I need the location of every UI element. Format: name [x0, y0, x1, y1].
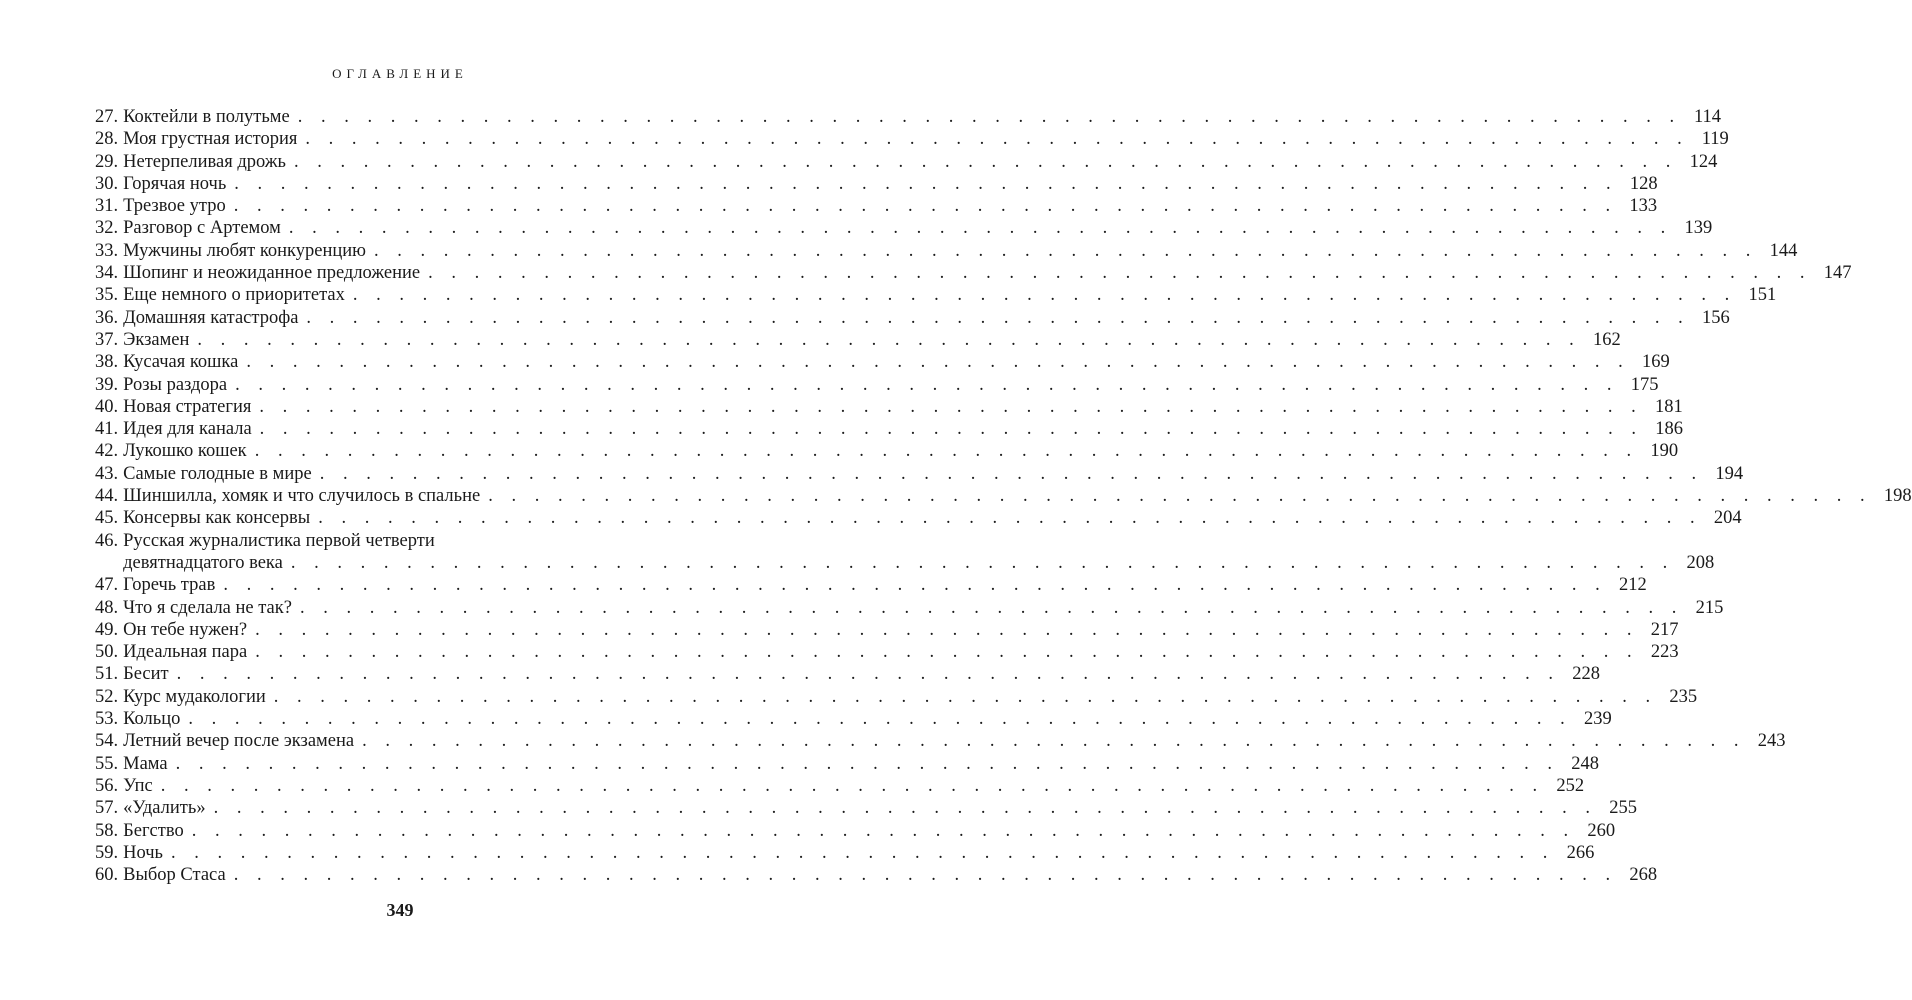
toc-entry-title: Разговор с Артемом	[123, 218, 281, 239]
toc-entry	[95, 797, 1637, 819]
toc-entry-number: 35.	[95, 285, 119, 306]
toc-entry-page: 151	[1748, 285, 1777, 306]
toc-entry	[95, 351, 1670, 373]
table-of-contents	[95, 106, 1912, 886]
toc-entry-number: 56.	[95, 775, 119, 796]
toc-entry-page: 156	[1702, 307, 1730, 328]
toc-entry-title: Трезвое утро	[123, 196, 226, 217]
leader-dots: . . . . . . . . . . . . . . . . . . . . . . . . . . . . . . . . . . . . . . . . . . . . . . . . . . . . . . . . . . . .	[288, 218, 1673, 239]
toc-entry	[95, 864, 1658, 886]
leader-dots: . . . . . . . . . . . . . . . . . . . . . . . . . . . . . . . . . . . . . . . . . . . . . . . . . . . . . . . . . . . .	[235, 374, 1619, 395]
toc-entry	[95, 641, 1679, 663]
toc-entry	[95, 418, 1684, 440]
toc-entry-page: 186	[1655, 419, 1684, 440]
toc-entry-number: 50.	[95, 642, 119, 663]
toc-entry	[95, 842, 1595, 864]
toc-entry-title: Идеальная пара	[123, 642, 248, 663]
toc-entry-title: Горячая ночь	[123, 173, 227, 194]
toc-entry	[95, 195, 1658, 217]
toc-entry-number: 36.	[95, 307, 119, 328]
toc-entry	[95, 396, 1683, 418]
leader-dots: . . . . . . . . . . . . . . . . . . . . . . . . . . . . . . . . . . . . . . . . . . . . . . . . . . . . . . . . . . . .	[319, 463, 1704, 484]
toc-entry-title: Коктейли в полутьме	[123, 107, 290, 127]
leader-dots: . . . . . . . . . . . . . . . . . . . . . . . . . . . . . . . . . . . . . . . . . . . . . . . . . . . . . . . . . . . .	[175, 753, 1559, 774]
toc-entry-title: Бегство	[123, 820, 184, 841]
leader-dots: . . . . . . . . . . . . . . . . . . . . . . . . . . . . . . . . . . . . . . . . . . . . . . . . . . . . . . . . . . . .	[273, 686, 1658, 707]
toc-entry	[95, 597, 1724, 619]
leader-dots: . . . . . . . . . . . . . . . . . . . . . . . . . . . . . . . . . . . . . . . . . . . . . . . . . . . . . . . . . . . .	[259, 419, 1644, 440]
toc-entry-number: 44.	[95, 486, 119, 507]
toc-entry-number: 58.	[95, 820, 119, 841]
toc-entry	[95, 730, 1786, 752]
toc-entry	[95, 686, 1698, 708]
toc-entry	[95, 151, 1718, 173]
toc-entry	[95, 820, 1616, 842]
toc-entry	[95, 262, 1852, 284]
toc-entry-title: Он тебе нужен?	[123, 619, 248, 640]
toc-entry-page: 228	[1572, 664, 1600, 685]
toc-entry-page: 175	[1630, 374, 1659, 395]
toc-entry-title: Еще немного о приоритетах	[123, 285, 345, 306]
toc-entry-page: 204	[1713, 508, 1742, 529]
toc-entry	[95, 240, 1798, 262]
toc-entry-number: 45.	[95, 508, 119, 529]
toc-entry-number: 48.	[95, 597, 119, 618]
toc-entry-number: 37.	[95, 329, 119, 350]
leader-dots: . . . . . . . . . . . . . . . . . . . . . . . . . . . . . . . . . . . . . . . . . . . . . . . . . . . . . . . . . . . .	[362, 731, 1746, 752]
toc-entry-page: 124	[1689, 151, 1718, 172]
leader-dots: . . . . . . . . . . . . . . . . . . . . . . . . . . . . . . . . . . . . . . . . . . . . . . . . . . . . . . . . . . . .	[428, 263, 1812, 284]
toc-entry-number: 40.	[95, 396, 119, 417]
toc-entry-number: 29.	[95, 151, 119, 172]
toc-entry-title: Консервы как консервы	[123, 508, 311, 529]
toc-entry-page: 198	[1883, 486, 1912, 507]
toc-entry	[95, 440, 1679, 462]
toc-entry-title: Лукошко кошек	[123, 441, 247, 462]
toc-entry-page: 139	[1684, 218, 1713, 239]
toc-entry-number: 59.	[95, 842, 119, 863]
leader-dots: . . . . . . . . . . . . . . . . . . . . . . . . . . . . . . . . . . . . . . . . . . . . . . . . . . . . . . . . . . . .	[160, 775, 1545, 796]
toc-entry-number: 60.	[95, 865, 119, 886]
toc-entry-page: 268	[1629, 865, 1658, 886]
toc-entry-title: Мужчины любят конкуренцию	[123, 240, 366, 261]
toc-entry-page: 133	[1629, 196, 1658, 217]
toc-entry	[95, 574, 1647, 596]
toc-entry-number: 46.	[95, 530, 119, 551]
toc-entry-title: Русская журналистика первой четверти	[123, 530, 435, 551]
leader-dots: . . . . . . . . . . . . . . . . . . . . . . . . . . . . . . . . . . . . . . . . . . . . . . . . . . . . . . . . . . . .	[255, 642, 1639, 663]
toc-entry-page: 215	[1695, 597, 1724, 618]
toc-entry-number: 38.	[95, 352, 119, 373]
toc-entry-number: 53.	[95, 709, 119, 730]
toc-entry-number: 51.	[95, 664, 119, 685]
toc-entry-number: 43.	[95, 463, 119, 484]
leader-dots: . . . . . . . . . . . . . . . . . . . . . . . . . . . . . . . . . . . . . . . . . . . . . . . . . . . . . . . . . . . .	[191, 820, 1576, 841]
leader-dots: . . . . . . . . . . . . . . . . . . . . . . . . . . . . . . . . . . . . . . . . . . . . . . . . . . . . . . . . . . . .	[318, 508, 1702, 529]
leader-dots: . . . . . . . . . . . . . . . . . . . . . . . . . . . . . . . . . . . . . . . . . . . . . . . . . . . . . . . . . . . .	[176, 664, 1560, 685]
toc-entry-title-continued: девятнадцатого века	[123, 552, 283, 573]
toc-entry-title: Упс	[123, 775, 153, 796]
toc-entry	[95, 173, 1658, 195]
leader-dots: . . . . . . . . . . . . . . . . . . . . . . . . . . . . . . . . . . . . . . . . . . . . . . . . . . . . . . . . . . . .	[305, 129, 1689, 150]
leader-dots: . . . . . . . . . . . . . . . . . . . . . . . . . . . . . . . . . . . . . . . . . . . . . . . . . . . . . . . . . . . .	[234, 173, 1618, 194]
toc-entry-number: 54.	[95, 731, 119, 752]
leader-dots: . . . . . . . . . . . . . . . . . . . . . . . . . . . . . . . . . . . . . . . . . . . . . . . . . . . . . . . . . . . .	[213, 798, 1597, 819]
toc-entry-number: 28.	[95, 129, 119, 150]
toc-entry-page: 144	[1769, 240, 1798, 261]
page-title: ОГЛАВЛЕНИЕ	[332, 66, 468, 81]
toc-entry-title: Курс мудакологии	[123, 686, 266, 707]
toc-entry-number: 52.	[95, 686, 119, 707]
toc-entry-page: 194	[1715, 463, 1744, 484]
leader-dots: . . . . . . . . . . . . . . . . . . . . . . . . . . . . . . . . . . . . . . . . . . . . . . . . . . . . . . . . . . . .	[171, 842, 1555, 863]
toc-entry-page: 169	[1641, 352, 1670, 373]
leader-dots: . . . . . . . . . . . . . . . . . . . . . . . . . . . . . . . . . . . . . . . . . . . . . . . . . . . . . . . . . . . .	[223, 575, 1607, 596]
toc-entry-title: Домашняя катастрофа	[123, 307, 299, 328]
toc-entry-page: 252	[1556, 775, 1585, 796]
toc-entry	[95, 530, 668, 552]
toc-entry-number: 49.	[95, 619, 119, 640]
toc-entry-title: Шиншилла, хомяк и что случилось в спальне	[123, 486, 481, 507]
toc-entry-number: 57.	[95, 798, 119, 819]
leader-dots: . . . . . . . . . . . . . . . . . . . . . . . . . . . . . . . . . . . . . . . . . . . . . . . . . . . . . . . . . . . .	[373, 240, 1758, 261]
toc-entry	[95, 663, 1600, 685]
toc-entry	[95, 507, 1742, 529]
leader-dots: . . . . . . . . . . . . . . . . . . . . . . . . . . . . . . . . . . . . . . . . . . . . . . . . . . . . . . . . . . . .	[488, 486, 1872, 507]
leader-dots: . . . . . . . . . . . . . . . . . . . . . . . . . . . . . . . . . . . . . . . . . . . . . . . . . . . . . . . . . . . .	[197, 329, 1581, 350]
toc-entry-title: Летний вечер после экзамена	[123, 731, 355, 752]
toc-entry-title: Горечь трав	[123, 575, 216, 596]
toc-entry-title: Идея для канала	[123, 419, 252, 440]
toc-entry-number: 55.	[95, 753, 119, 774]
toc-entry-page: 248	[1571, 753, 1599, 774]
toc-entry	[95, 307, 1730, 329]
toc-entry-number: 47.	[95, 575, 119, 596]
toc-entry-page: 212	[1618, 575, 1647, 596]
toc-entry-title: Новая стратегия	[123, 396, 252, 417]
toc-entry	[95, 619, 1679, 641]
toc-entry-title: Кольцо	[123, 709, 181, 730]
toc-entry-title: Экзамен	[123, 329, 190, 350]
toc-entry-page: 128	[1629, 173, 1658, 194]
toc-entry-title: Кусачая кошка	[123, 352, 239, 373]
toc-entry-number: 34.	[95, 263, 119, 284]
leader-dots: . . . . . . . . . . . . . . . . . . . . . . . . . . . . . . . . . . . . . . . . . . . . . . . . . . . . . . . . . . . .	[233, 196, 1618, 217]
toc-entry-page: 260	[1587, 820, 1616, 841]
leader-dots: . . . . . . . . . . . . . . . . . . . . . . . . . . . . . . . . . . . . . . . . . . . . . . . . . . . . . . . . . . . .	[246, 352, 1630, 373]
toc-entry-page: 162	[1593, 329, 1621, 350]
toc-entry-page: 119	[1701, 129, 1729, 150]
toc-entry	[95, 753, 1599, 775]
leader-dots: . . . . . . . . . . . . . . . . . . . . . . . . . . . . . . . . . . . . . . . . . . . . . . . . . . . . . . . . . . . .	[255, 619, 1639, 640]
toc-entry-page: 147	[1823, 263, 1852, 284]
toc-entry-page: 243	[1757, 731, 1786, 752]
toc-entry-page: 190	[1650, 441, 1679, 462]
toc-entry	[95, 708, 1612, 730]
toc-entry-number: 31.	[95, 196, 119, 217]
leader-dots: . . . . . . . . . . . . . . . . . . . . . . . . . . . . . . . . . . . . . . . . . . . . . . . . . . . . . . . . . . . .	[233, 865, 1618, 886]
toc-entry-title: Что я сделала не так?	[123, 597, 292, 618]
leader-dots: . . . . . . . . . . . . . . . . . . . . . . . . . . . . . . . . . . . . . . . . . . . . . . . . . . . . . . . . . . . .	[259, 396, 1643, 417]
toc-entry-title: Самые голодные в мире	[123, 463, 312, 484]
leader-dots: . . . . . . . . . . . . . . . . . . . . . . . . . . . . . . . . . . . . . . . . . . . . . . . . . . . . . . . . . . . .	[254, 441, 1639, 462]
leader-dots: . . . . . . . . . . . . . . . . . . . . . . . . . . . . . . . . . . . . . . . . . . . . . . . . . . . . . . . . . . . .	[352, 285, 1737, 306]
leader-dots: . . . . . . . . . . . . . . . . . . . . . . . . . . . . . . . . . . . . . . . . . . . . . . . . . . . . . . . . . . . .	[299, 597, 1684, 618]
toc-entry-number: 32.	[95, 218, 119, 239]
leader-dots: . . . . . . . . . . . . . . . . . . . . . . . . . . . . . . . . . . . . . . . . . . . . . . . . . . . . . . . . . . . .	[290, 552, 1675, 573]
toc-entry-page: 266	[1566, 842, 1595, 863]
toc-entry	[95, 329, 1621, 351]
toc-entry-page: 114	[1693, 107, 1722, 127]
toc-entry-page: 208	[1686, 552, 1715, 573]
toc-entry-number: 42.	[95, 441, 119, 462]
toc-entry	[95, 128, 1729, 150]
toc-entry	[95, 463, 1744, 485]
leader-dots: . . . . . . . . . . . . . . . . . . . . . . . . . . . . . . . . . . . . . . . . . . . . . . . . . . . . . . . . . . . .	[188, 709, 1572, 730]
toc-entry-title: Мама	[123, 753, 168, 774]
toc-entry	[95, 374, 1659, 396]
page-number: 349	[386, 900, 414, 920]
toc-entry-title: «Удалить»	[123, 798, 206, 819]
toc-entry-number: 27.	[95, 107, 119, 127]
leader-dots: . . . . . . . . . . . . . . . . . . . . . . . . . . . . . . . . . . . . . . . . . . . . . . . . . . . . . . . . . . . .	[306, 307, 1690, 328]
toc-entry-title: Моя грустная история	[123, 129, 298, 150]
toc-entry-page: 217	[1650, 619, 1679, 640]
toc-entry	[95, 284, 1777, 306]
toc-entry-number: 33.	[95, 240, 119, 261]
toc-entry-title: Нетерпеливая дрожь	[123, 151, 286, 172]
toc-entry-title: Розы раздора	[123, 374, 228, 395]
toc-entry-page: 235	[1669, 686, 1698, 707]
toc-entry	[95, 485, 1912, 507]
toc-entry-page: 255	[1609, 798, 1637, 819]
toc-entry	[95, 775, 1585, 797]
toc-entry-page: 181	[1655, 396, 1683, 417]
toc-entry-page: 239	[1584, 709, 1612, 730]
toc-entry-continuation	[95, 552, 1715, 574]
toc-entry-number: 41.	[95, 419, 119, 440]
toc-entry-title: Бесит	[123, 664, 169, 685]
toc-entry-number: 30.	[95, 173, 119, 194]
toc-entry-title: Выбор Стаса	[123, 865, 226, 886]
leader-dots: . . . . . . . . . . . . . . . . . . . . . . . . . . . . . . . . . . . . . . . . . . . . . . . . . . . . . . . . . . . .	[294, 151, 1678, 172]
toc-entry-title: Шопинг и неожиданное предложение	[123, 263, 421, 284]
toc-entry	[95, 217, 1713, 239]
toc-entry-page: 223	[1650, 642, 1679, 663]
toc-entry-number: 39.	[95, 374, 119, 395]
toc-entry-title: Ночь	[123, 842, 163, 863]
toc-entry	[95, 106, 1722, 128]
leader-dots: . . . . . . . . . . . . . . . . . . . . . . . . . . . . . . . . . . . . . . . . . . . . . . . . . . . . . . . . . . . .	[297, 107, 1682, 127]
